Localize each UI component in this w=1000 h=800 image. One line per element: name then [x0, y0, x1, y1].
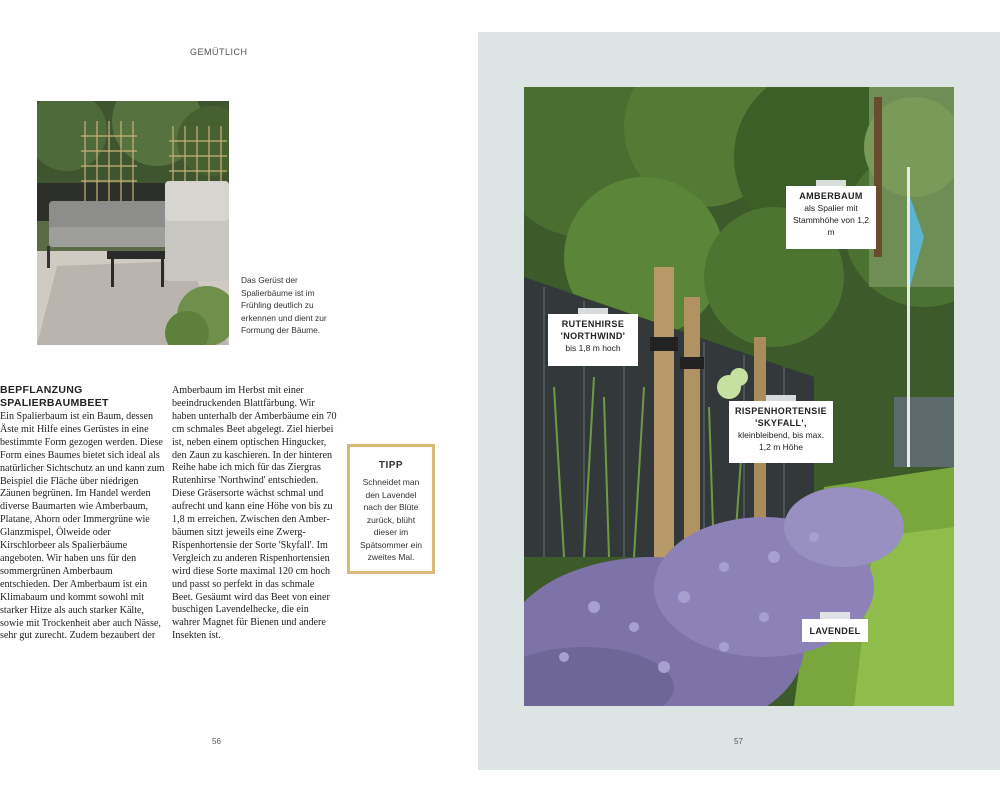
- label-amberbaum-text: als Spalier mit Stammhöhe von 1,2 m: [792, 203, 870, 237]
- label-rispenhortensie: [729, 401, 833, 463]
- body-column-1: Ein Spalierbaum ist ein Baum, dessen Äste mit Hilfe eines Gerüstes in eine bestimmte Form gezogen werden. Diese Form eines Baumes bietet sich ideal als natürlicher Sichtschutz an und kann zum Beispiel die Fläche über niedrigen Zäunen begrünen. Im Handel werden diverse Baumarten wie Amberbaum, Platane, Ahorn oder Immergrüne wie Glanzmispel, Ölweide oder Kirschlorbeer als Spalierbäume angeboten. Wir haben uns für den sommergrünen Amberbaum entschieden. Der Amberbaum ist ein Klimabaum und kommt sowohl mit starker Hitze als auch starker Kälte, sowie mit Trockenheit aber auch Nässe, sehr gut zurecht. Zudem bezaubert der: [0, 411, 165, 642]
- heading-line-1: BEPFLANZUNG: [0, 384, 83, 396]
- label-amberbaum: [786, 186, 876, 249]
- label-rispenhortensie-title: RISPENHORTENSIE 'SKYFALL',: [735, 406, 828, 428]
- label-amberbaum-title: AMBERBAUM: [799, 191, 863, 201]
- page-number-left: 56: [212, 737, 221, 746]
- label-rutenhirse-title: RUTENHIRSE 'NORTHWIND': [560, 319, 626, 341]
- label-rutenhirse-text: bis 1,8 m hoch: [565, 343, 621, 353]
- running-head: GEMÜTLICH: [190, 47, 248, 57]
- body-column-2: Amberbaum im Herbst mit einer beeindruckenden Blattfärbung. Wir haben unterhalb der Amberbäume ein 70 cm schmales Beet abgelegt. Ziel hierbei ist, neben einem optischen Hingucker, den Zaun zu kaschieren. In der hinteren Reihe habe ich mich für das Ziergras Rutenhirse 'Northwind' entschieden. Diese Gräsersorte wächst schmal und aufrecht und kann eine Höhe von bis zu 1,8 m erreichen. Zwischen den Amberbäumen sitzt jeweils eine Zwerg-Rispenhortensie der Sorte 'Skyfall'. Im Vergleich zu anderen Rispenhortensien wird diese Sorte maximal 120 cm hoch und passt so perfekt in das schmale Beet. Gesäumt wird das Beet von einer buschigen Lavendelhecke, die ein wahrer Magnet für Bienen und andere Insekten ist.: [172, 385, 337, 642]
- terrace-photo: [37, 101, 229, 345]
- page-number-right: 57: [734, 737, 743, 746]
- garden-bed-photo: [524, 87, 954, 706]
- label-rispenhortensie-text: kleinbleibend, bis max. 1,2 m Höhe: [738, 430, 824, 452]
- label-lavendel-title: LAVENDEL: [809, 626, 861, 636]
- label-lavendel: [802, 619, 868, 642]
- tip-box: [347, 444, 435, 574]
- photo-caption: Das Gerüst der Spalierbäume ist im Frühling deutlich zu erkennen und dient zur Formung der Bäume.: [241, 275, 327, 335]
- tip-title: TIPP: [378, 460, 404, 471]
- heading-line-2: SPALIERBAUMBEET: [0, 397, 109, 409]
- tip-text: Schneidet man den Lavendel nach der Blüte zurück, blüht dieser im Spätsommer ein zweites Mal.: [360, 477, 422, 562]
- label-rutenhirse: [548, 314, 638, 366]
- section-heading: [0, 384, 109, 410]
- left-page: [0, 0, 478, 800]
